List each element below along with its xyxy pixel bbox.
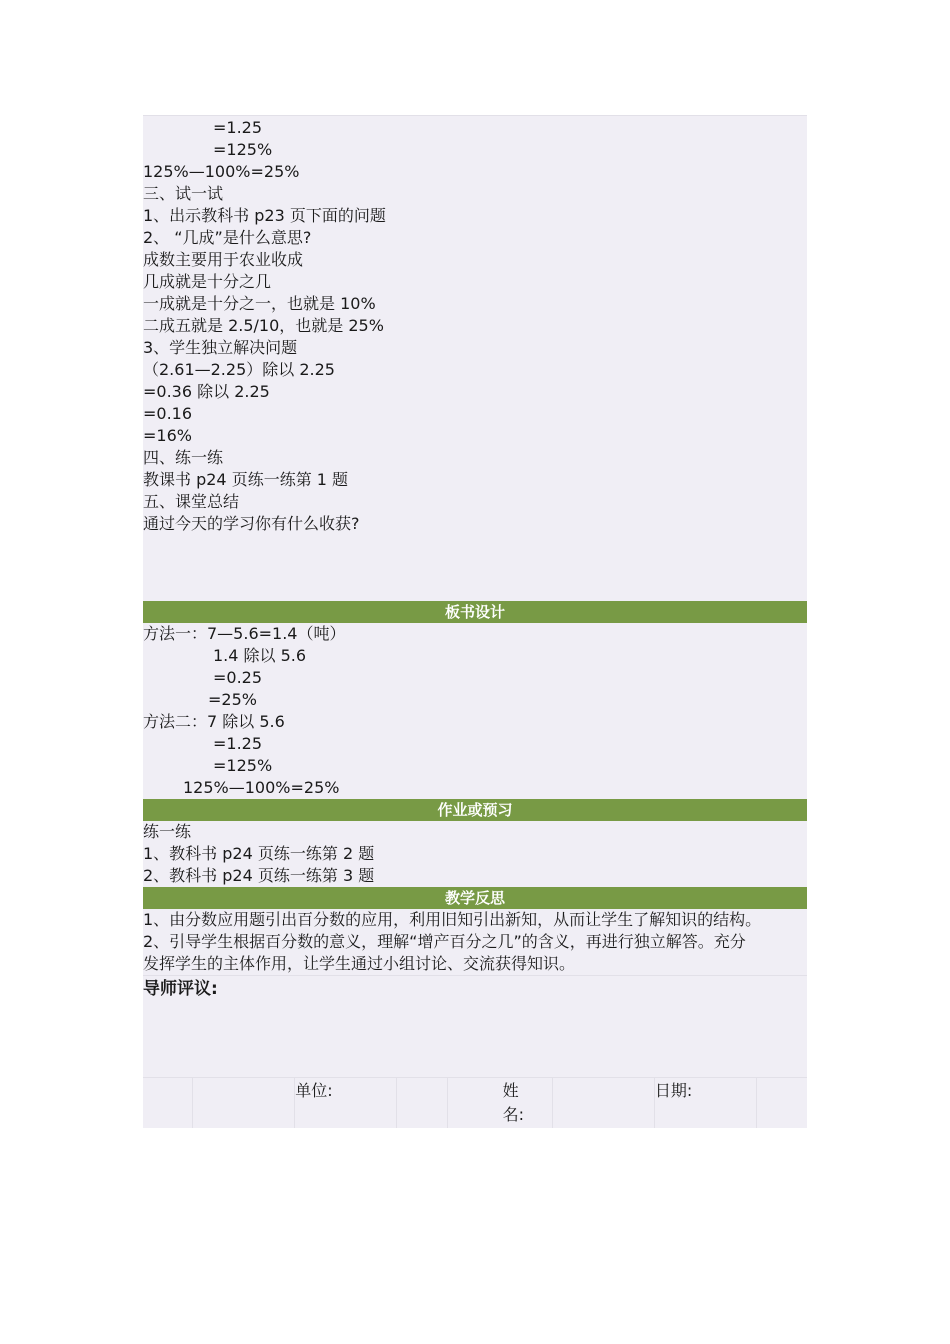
board-line: =125% (213, 756, 273, 775)
board-design-header: 板书设计 (143, 601, 807, 623)
content-line: （2.61—2.25）除以 2.25 (143, 360, 335, 379)
reflection-line: 发挥学生的主体作用，让学生通过小组讨论、交流获得知识。 (143, 954, 576, 973)
unit-label-cell (295, 1078, 397, 1128)
name-label-line-1: 姓 (502, 1081, 519, 1100)
content-line: 三、试一试 (143, 184, 224, 203)
board-line: 1.4 除以 5.6 (213, 646, 307, 665)
content-line: 125%—100%=25% (143, 162, 300, 181)
homework-header: 作业或预习 (143, 799, 807, 821)
board-line: 125%—100%=25% (183, 778, 340, 797)
reflection-section (143, 909, 807, 975)
content-line: =16% (143, 426, 192, 445)
name-label-cell (448, 1078, 553, 1128)
signature-cell-blank (143, 1078, 193, 1128)
mentor-comment-box (143, 975, 807, 1077)
content-line: 教课书 p24 页练一练第 1 题 (143, 470, 349, 489)
signature-row (143, 1077, 807, 1128)
board-line: 方法一：7—5.6=1.4（吨） (143, 624, 346, 643)
signature-cell-blank (193, 1078, 295, 1128)
homework-line: 1、教科书 p24 页练一练第 2 题 (143, 844, 375, 863)
content-line: 一成就是十分之一，也就是 10% (143, 294, 376, 313)
top-section (143, 116, 807, 535)
lesson-plan-sheet (143, 115, 807, 1128)
top-section-blank (143, 535, 807, 601)
homework-line: 练一练 (143, 822, 192, 841)
mentor-comment-label: 导师评议: (143, 979, 218, 999)
board-line: =25% (208, 690, 257, 709)
content-line: 通过今天的学习你有什么收获? (143, 514, 360, 533)
content-line: 3、学生独立解决问题 (143, 338, 298, 357)
homework-line: 2、教科书 p24 页练一练第 3 题 (143, 866, 375, 885)
content-line: 几成就是十分之几 (143, 272, 272, 291)
content-line: 成数主要用于农业收成 (143, 250, 304, 269)
content-line: 五、课堂总结 (143, 492, 240, 511)
content-line: 二成五就是 2.5/10，也就是 25% (143, 316, 384, 335)
content-line: =0.16 (143, 404, 193, 423)
reflection-line: 1、由分数应用题引出百分数的应用，利用旧知引出新知，从而让学生了解知识的结构。 (143, 910, 762, 929)
date-label: 日期: (654, 1081, 693, 1100)
content-line: 1、出示教科书 p23 页下面的问题 (143, 206, 386, 225)
reflection-header: 教学反思 (143, 887, 807, 909)
content-line: 四、练一练 (143, 448, 224, 467)
signature-cell-blank (757, 1078, 807, 1128)
board-line: =1.25 (213, 734, 263, 753)
content-line: =1.25 (213, 118, 263, 137)
board-line: =0.25 (213, 668, 263, 687)
homework-section (143, 821, 807, 887)
unit-label: 单位: (295, 1081, 333, 1100)
reflection-line: 2、引导学生根据百分数的意义，理解“增产百分之几”的含义，再进行独立解答。充分 (143, 932, 746, 951)
content-line: 2、 “几成”是什么意思? (143, 228, 312, 247)
board-design-section (143, 623, 807, 799)
name-label-line-2: 名: (502, 1105, 524, 1124)
signature-cell-blank (397, 1078, 447, 1128)
date-label-cell (655, 1078, 757, 1128)
content-line: =125% (213, 140, 273, 159)
signature-cell-blank (553, 1078, 655, 1128)
content-line: =0.36 除以 2.25 (143, 382, 270, 401)
board-line: 方法二：7 除以 5.6 (143, 712, 285, 731)
